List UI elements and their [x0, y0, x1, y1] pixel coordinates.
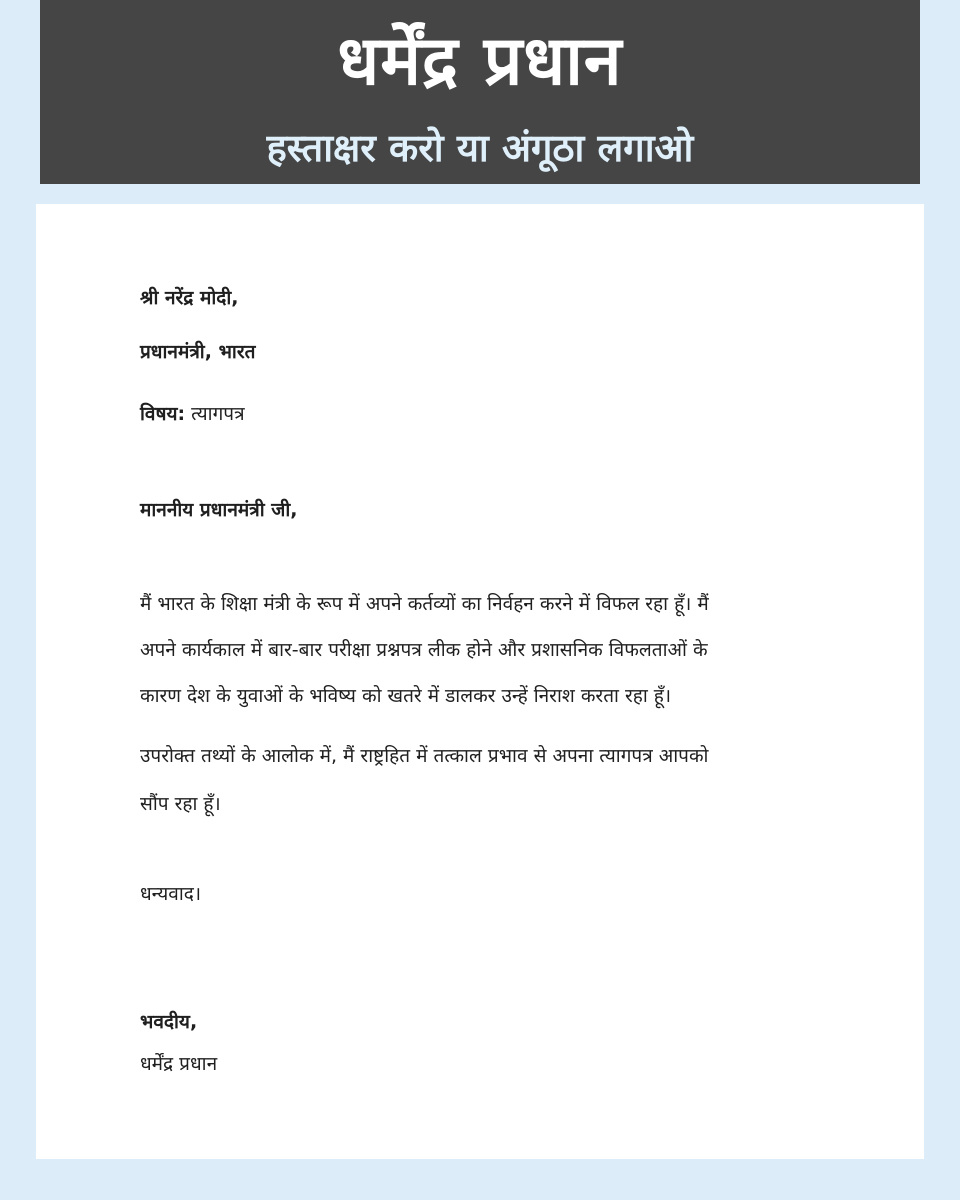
paragraph-1-line-2: अपने कार्यकाल में बार-बार परीक्षा प्रश्नपत्र लीक होने और प्रशासनिक विफलताओं के — [140, 639, 708, 661]
subject-label: विषय: — [140, 403, 186, 425]
signature-name: धर्मेंद्र प्रधान — [140, 1053, 218, 1075]
paragraph-2-line-1: उपरोक्त तथ्यों के आलोक में, मैं राष्ट्रहित में तत्काल प्रभाव से अपना त्यागपत्र आपको — [140, 745, 709, 767]
banner-subtitle: हस्ताक्षर करो या अंगूठा लगाओ — [266, 126, 694, 170]
subject-line — [140, 400, 245, 426]
thanks-line: धन्यवाद। — [140, 883, 202, 905]
closing-line: भवदीय, — [140, 1011, 198, 1033]
recipient-title: प्रधानमंत्री, भारत — [140, 341, 256, 363]
letter-paper — [36, 204, 924, 1159]
recipient-name: श्री नरेंद्र मोदी, — [140, 287, 239, 309]
paragraph-2-line-2: सौंप रहा हूँ। — [140, 793, 221, 815]
subject-value: त्यागपत्र — [191, 403, 245, 425]
header-banner — [40, 0, 920, 184]
banner-title: धर्मेंद्र प्रधान — [337, 22, 623, 101]
paragraph-1-line-1: मैं भारत के शिक्षा मंत्री के रूप में अपने कर्तव्यों का निर्वहन करने में विफल रहा हूँ। मैं — [140, 593, 709, 615]
salutation: माननीय प्रधानमंत्री जी, — [140, 499, 298, 521]
paragraph-1-line-3: कारण देश के युवाओं के भविष्य को खतरे में डालकर उन्हें निराश करता रहा हूँ। — [140, 685, 672, 707]
